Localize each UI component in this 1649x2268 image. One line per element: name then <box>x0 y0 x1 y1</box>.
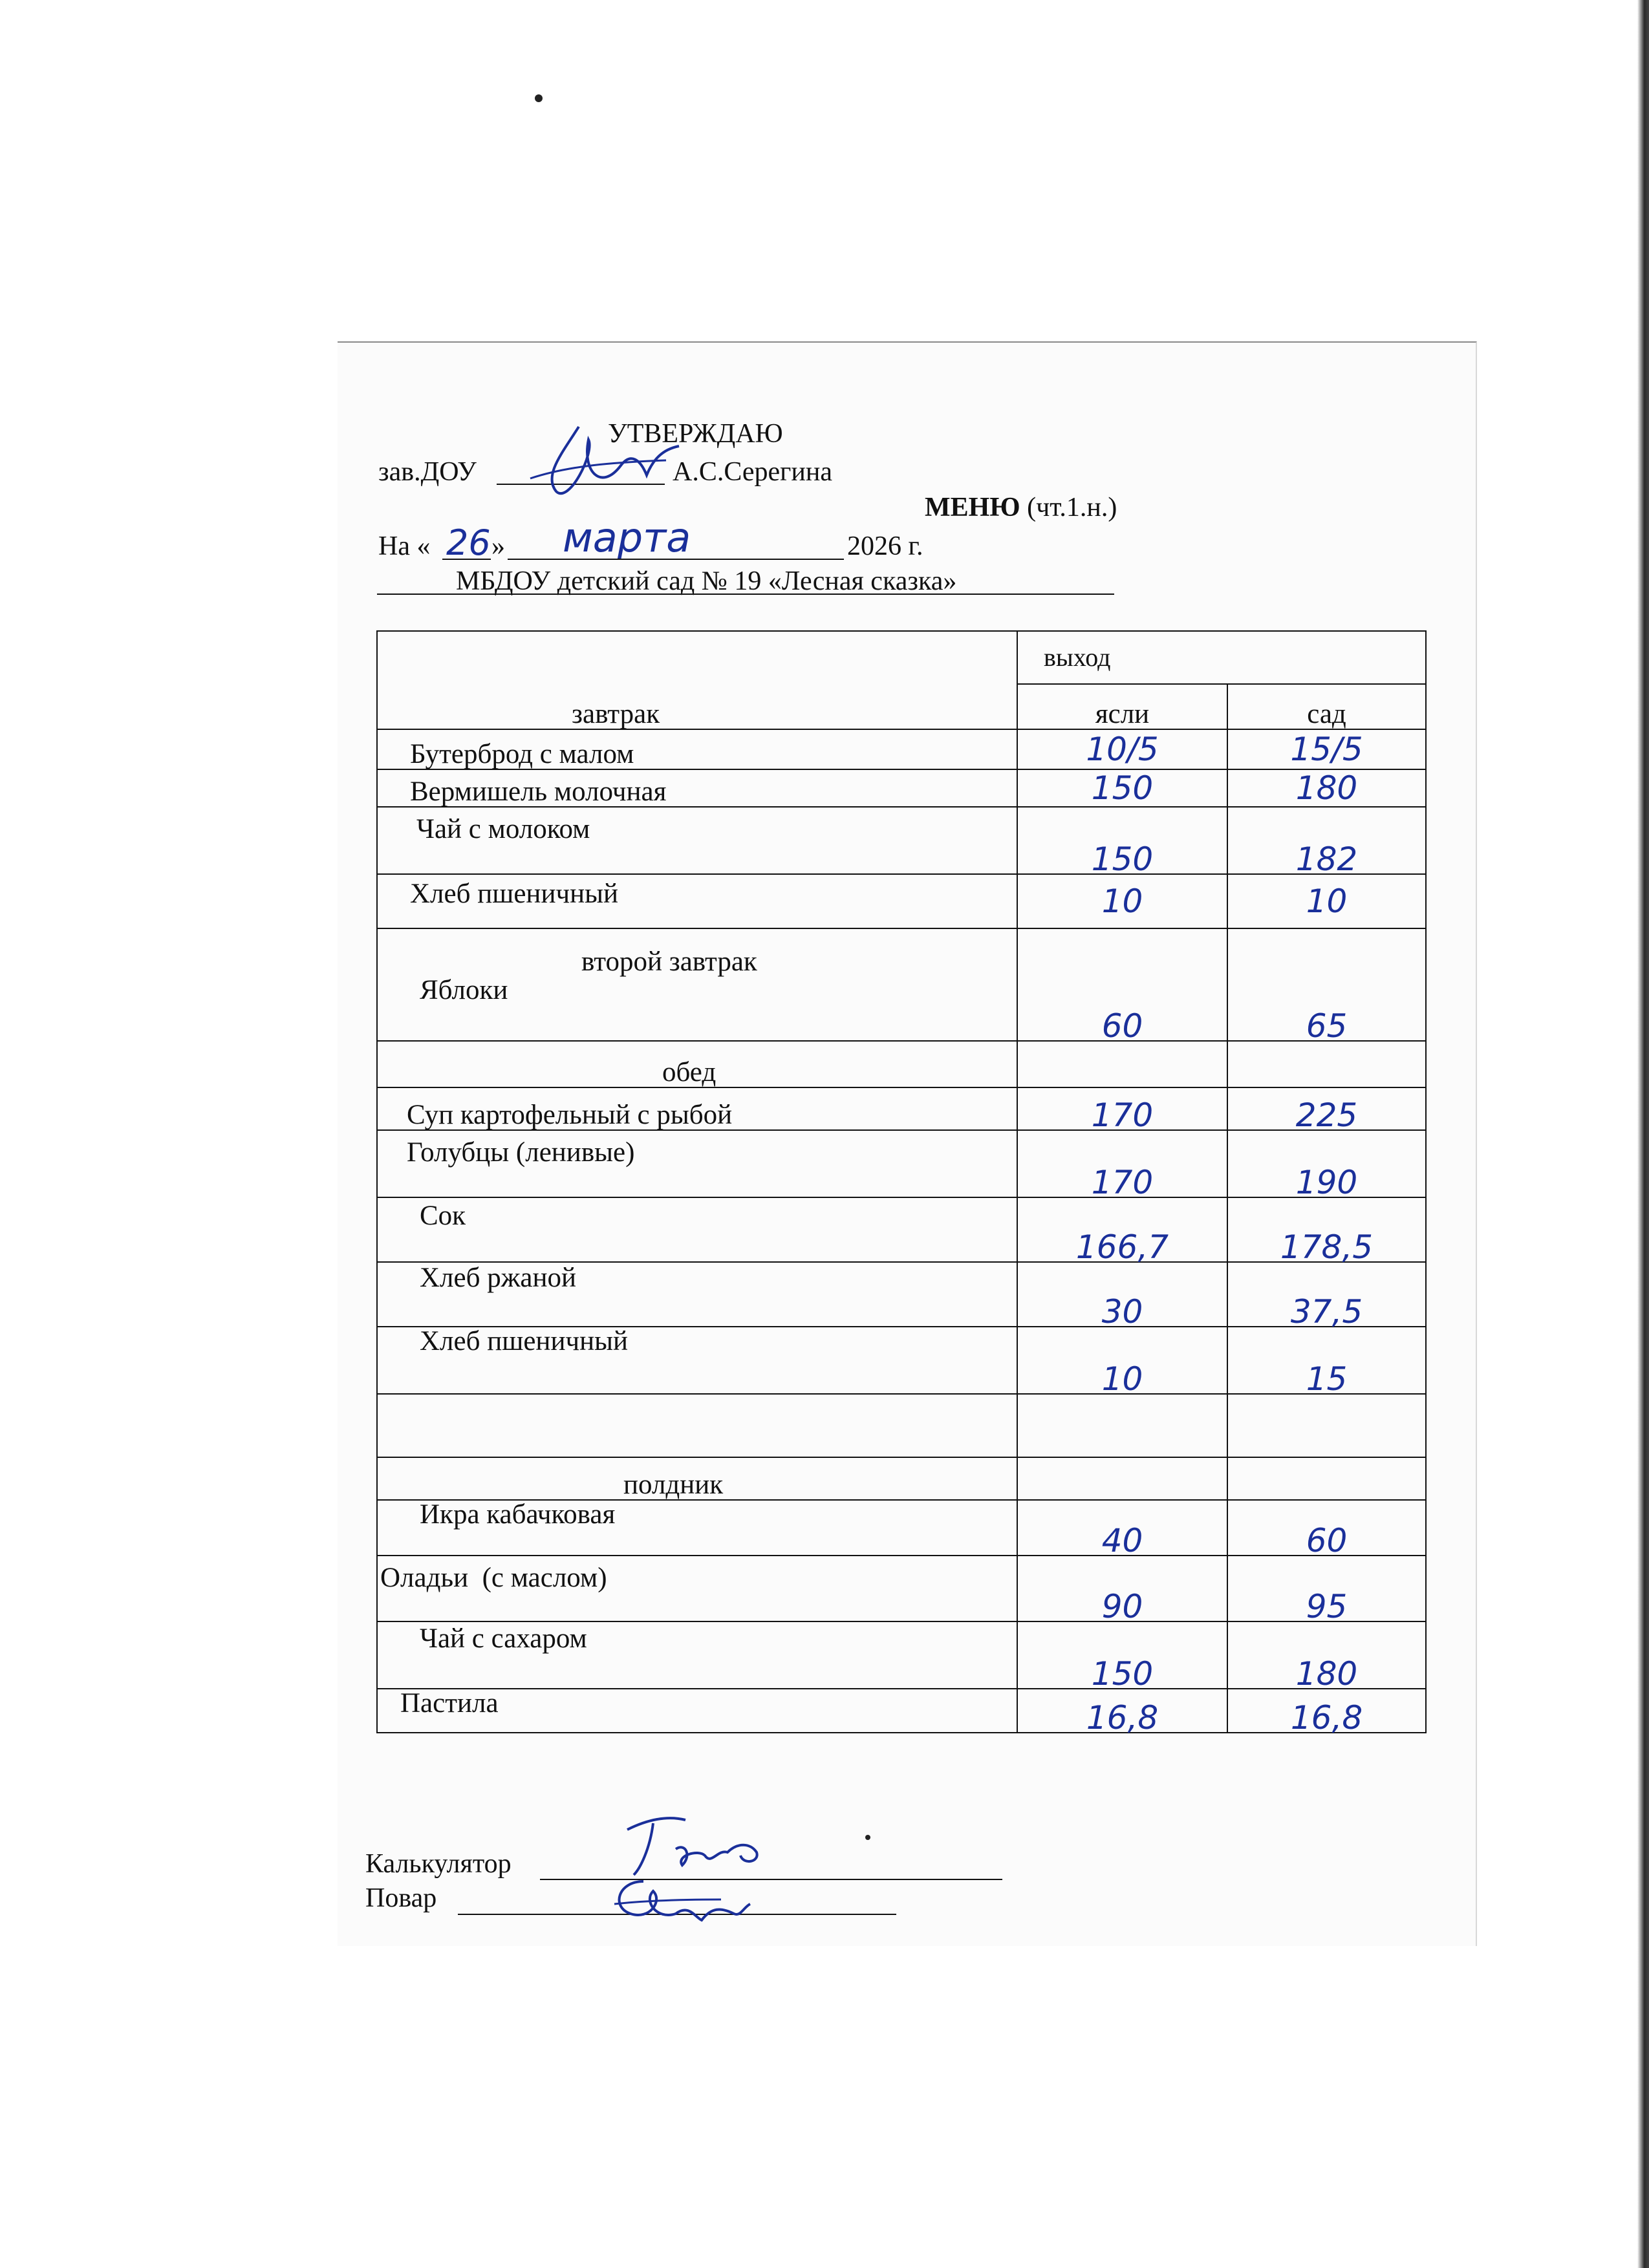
empty-cell <box>1017 928 1227 976</box>
nursery-value: 10/5 <box>1017 729 1227 769</box>
menu-title: МЕНЮ <box>925 493 1020 522</box>
nursery-value: 10 <box>1017 1327 1227 1394</box>
table-row <box>377 1500 1426 1556</box>
scan-speck <box>535 94 543 102</box>
table-row <box>377 1197 1426 1262</box>
empty-cell <box>1017 1394 1227 1457</box>
table-row <box>377 1262 1426 1327</box>
garden-value: 16,8 <box>1227 1689 1426 1733</box>
date-month: марта <box>563 514 691 561</box>
nursery-value: 30 <box>1017 1262 1227 1327</box>
section-row-breakfast <box>377 684 1426 729</box>
header-empty-cell <box>377 631 1017 684</box>
empty-cell <box>377 1394 1017 1457</box>
nursery-value: 40 <box>1017 1500 1227 1556</box>
table-row <box>377 1689 1426 1733</box>
calculator-label: Калькулятор <box>365 1849 512 1879</box>
nursery-value: 60 <box>1017 976 1227 1041</box>
cook-signature <box>605 1868 760 1940</box>
section-title-breakfast: завтрак <box>377 684 1017 729</box>
empty-cell <box>1227 1394 1426 1457</box>
table-row <box>377 1621 1426 1689</box>
table-row <box>377 1087 1426 1130</box>
scan-speck <box>865 1835 870 1840</box>
nursery-value: 150 <box>1017 769 1227 807</box>
director-name: А.С.Серегина <box>673 457 832 487</box>
col-header-nursery: ясли <box>1017 684 1227 729</box>
garden-value: 10 <box>1227 874 1426 928</box>
nursery-value: 170 <box>1017 1130 1227 1197</box>
date-mid: » <box>491 531 505 561</box>
table-row <box>377 1327 1426 1394</box>
dish-name: Бутерброд с малом <box>377 729 1017 769</box>
empty-cell <box>1227 928 1426 976</box>
section-title-snack: полдник <box>377 1457 1017 1500</box>
empty-cell <box>1227 1041 1426 1087</box>
dish-name: Оладьи (с маслом) <box>377 1556 1017 1621</box>
dish-name: Икра кабачковая <box>377 1500 1017 1556</box>
dish-name: Сок <box>377 1197 1017 1262</box>
garden-value: 180 <box>1227 1621 1426 1689</box>
table-row <box>377 874 1426 928</box>
nursery-value: 10 <box>1017 874 1227 928</box>
empty-row <box>377 1394 1426 1457</box>
menu-table <box>376 630 1427 1737</box>
dish-name: Пастила <box>377 1689 1017 1733</box>
date-month-line <box>508 559 844 560</box>
dish-name: Чай с сахаром <box>377 1621 1017 1689</box>
nursery-value: 150 <box>1017 1621 1227 1689</box>
table-row <box>377 769 1426 807</box>
dish-name: Хлеб пшеничный <box>377 874 1017 928</box>
section-row-second-breakfast <box>377 928 1426 976</box>
empty-cell <box>1017 1457 1227 1500</box>
date-day: 26 <box>446 522 491 563</box>
garden-value: 178,5 <box>1227 1197 1426 1262</box>
output-header: выход <box>1017 631 1426 684</box>
table-row <box>377 976 1426 1041</box>
section-row-snack <box>377 1457 1426 1500</box>
dish-name: Вермишель молочная <box>377 769 1017 807</box>
institution-name: МБДОУ детский сад № 19 «Лесная сказка» <box>456 566 957 596</box>
section-row-lunch <box>377 1041 1426 1087</box>
date-year: 2026 г. <box>847 531 923 561</box>
garden-value: 190 <box>1227 1130 1426 1197</box>
dish-name: Хлеб пшеничный <box>377 1327 1017 1394</box>
garden-value: 95 <box>1227 1556 1426 1621</box>
nursery-value: 16,8 <box>1017 1689 1227 1733</box>
table-row <box>377 807 1426 874</box>
section-title-lunch: обед <box>377 1041 1017 1087</box>
dish-name: Голубцы (ленивые) <box>377 1130 1017 1197</box>
section-title-second-breakfast: второй завтрак <box>377 928 1017 976</box>
cook-label: Повар <box>365 1883 437 1913</box>
dish-name: Хлеб ржаной <box>377 1262 1017 1327</box>
garden-value: 37,5 <box>1227 1262 1426 1327</box>
dish-name: Чай с молоком <box>377 807 1017 874</box>
nursery-value: 166,7 <box>1017 1197 1227 1262</box>
menu-title-line <box>925 493 1117 522</box>
table-row <box>377 1130 1426 1197</box>
garden-value: 15 <box>1227 1327 1426 1394</box>
col-header-garden: сад <box>1227 684 1426 729</box>
garden-value: 60 <box>1227 1500 1426 1556</box>
menu-subtitle: (чт.1.н.) <box>1027 493 1117 522</box>
garden-value: 182 <box>1227 807 1426 874</box>
table-row <box>377 729 1426 769</box>
approve-label: УТВЕРЖДАЮ <box>608 419 783 449</box>
empty-cell <box>1017 1041 1227 1087</box>
scan-edge <box>1637 0 1649 2268</box>
garden-value: 65 <box>1227 976 1426 1041</box>
garden-value: 15/5 <box>1227 729 1426 769</box>
date-prefix: На « <box>378 531 431 561</box>
nursery-value: 90 <box>1017 1556 1227 1621</box>
position-label: зав.ДОУ <box>378 457 477 487</box>
empty-cell <box>1227 1457 1426 1500</box>
dish-name: Яблоки <box>377 976 1017 1041</box>
director-signature <box>517 414 685 511</box>
table-header-row <box>377 631 1426 684</box>
garden-value: 180 <box>1227 769 1426 807</box>
date-day-line <box>442 559 491 560</box>
dish-name: Суп картофельный с рыбой <box>377 1087 1017 1130</box>
nursery-value: 170 <box>1017 1087 1227 1130</box>
nursery-value: 150 <box>1017 807 1227 874</box>
table-row <box>377 1556 1426 1621</box>
garden-value: 225 <box>1227 1087 1426 1130</box>
